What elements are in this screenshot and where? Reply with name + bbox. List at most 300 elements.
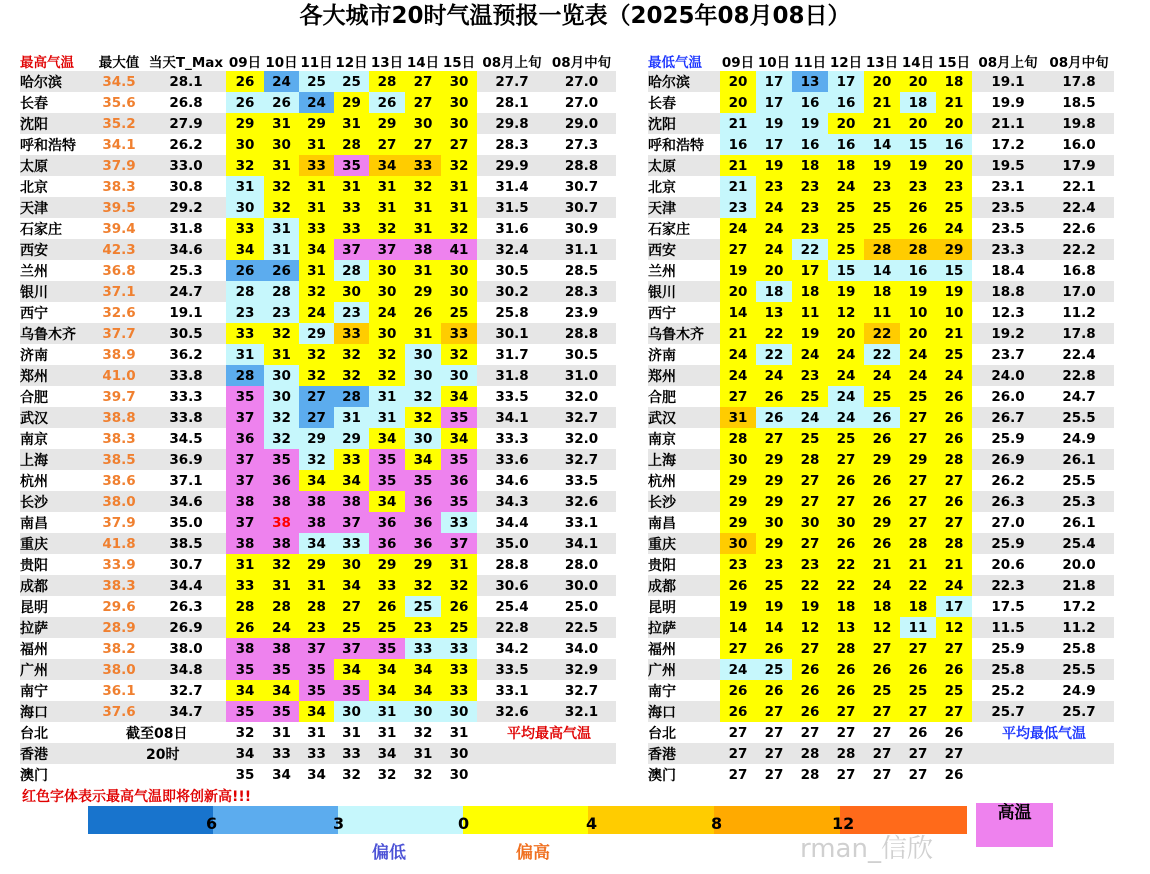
forecast-cell: 21 [720, 323, 756, 344]
forecast-cell: 34 [299, 701, 334, 722]
forecast-cell: 24 [756, 197, 792, 218]
forecast-cell: 35 [226, 701, 264, 722]
city-cell: 拉萨 [20, 617, 92, 638]
forecast-cell: 32 [226, 155, 264, 176]
forecast-cell: 31 [299, 197, 334, 218]
forecast-cell: 22 [864, 323, 900, 344]
city-cell: 天津 [20, 197, 92, 218]
early-month-avg-cell: 25.4 [477, 596, 547, 617]
mid-month-avg-cell: 30.7 [547, 197, 616, 218]
forecast-cell: 27 [936, 638, 972, 659]
forecast-cell: 38 [226, 638, 264, 659]
forecast-cell: 18 [756, 281, 792, 302]
table-row [20, 323, 616, 344]
early-month-avg-cell: 18.4 [972, 260, 1044, 281]
city-cell: 贵阳 [648, 554, 720, 575]
forecast-cell: 33 [334, 218, 369, 239]
forecast-cell: 33 [441, 680, 477, 701]
forecast-cell: 23 [792, 218, 828, 239]
forecast-cell: 27 [720, 239, 756, 260]
forecast-cell: 23 [900, 176, 936, 197]
mid-month-avg-cell: 25.0 [547, 596, 616, 617]
today-max-cell: 26.3 [146, 596, 226, 617]
table-row [20, 239, 616, 260]
table-row [648, 680, 1114, 701]
table-row [20, 197, 616, 218]
header-row [20, 50, 616, 71]
column-header: 08月上旬 [978, 54, 1038, 71]
forecast-cell: 19 [900, 281, 936, 302]
mid-month-avg-cell: 28.0 [547, 554, 616, 575]
city-cell: 银川 [20, 281, 92, 302]
early-month-avg-cell: 26.7 [972, 407, 1044, 428]
forecast-cell: 34 [441, 428, 477, 449]
forecast-cell: 34 [369, 680, 405, 701]
forecast-cell: 21 [720, 176, 756, 197]
forecast-cell: 27 [792, 470, 828, 491]
forecast-cell: 11 [900, 617, 936, 638]
forecast-cell: 19 [792, 596, 828, 617]
early-month-avg-cell: 34.3 [477, 491, 547, 512]
mid-month-avg-cell: 30.5 [547, 344, 616, 365]
forecast-cell: 30 [226, 197, 264, 218]
forecast-cell: 30 [405, 344, 441, 365]
forecast-cell: 18 [864, 596, 900, 617]
max-value-cell: 29.6 [92, 596, 146, 617]
max-value-cell: 38.3 [92, 575, 146, 596]
forecast-cell: 33 [334, 323, 369, 344]
legend-high-label: 偏高 [516, 843, 550, 863]
forecast-cell: 36 [405, 533, 441, 554]
early-month-avg-cell: 34.4 [477, 512, 547, 533]
forecast-cell: 21 [864, 92, 900, 113]
forecast-cell: 33 [405, 155, 441, 176]
forecast-cell: 29 [369, 554, 405, 575]
forecast-cell: 31 [264, 155, 299, 176]
forecast-cell: 36 [369, 533, 405, 554]
forecast-cell: 29 [720, 470, 756, 491]
today-max-cell: 30.5 [146, 323, 226, 344]
forecast-cell: 34 [405, 680, 441, 701]
forecast-cell: 30 [441, 113, 477, 134]
forecast-cell: 27 [936, 743, 972, 764]
legend-seg-5 [588, 806, 714, 834]
forecast-cell: 15 [828, 260, 864, 281]
mid-month-avg-cell: 32.7 [547, 449, 616, 470]
mid-month-avg-cell [547, 743, 616, 764]
forecast-cell: 28 [792, 743, 828, 764]
forecast-cell: 26 [264, 260, 299, 281]
forecast-cell: 19 [828, 281, 864, 302]
table-row [648, 71, 1114, 92]
forecast-cell: 29 [864, 512, 900, 533]
forecast-cell: 28 [334, 260, 369, 281]
forecast-cell: 33 [334, 743, 369, 764]
forecast-cell: 31 [299, 176, 334, 197]
mid-month-avg-cell: 32.7 [547, 680, 616, 701]
mid-month-avg-cell: 30.0 [547, 575, 616, 596]
table-row [648, 407, 1114, 428]
forecast-cell: 22 [864, 344, 900, 365]
forecast-cell: 34 [334, 575, 369, 596]
early-month-avg-cell: 23.5 [972, 218, 1044, 239]
watermark: rman_信欣 [800, 834, 933, 864]
forecast-cell: 17 [756, 92, 792, 113]
forecast-cell: 33 [264, 743, 299, 764]
max-value-cell: 34.5 [92, 71, 146, 92]
city-cell: 北京 [648, 176, 720, 197]
legend-hot-box [976, 803, 1053, 847]
mid-month-avg-cell: 25.5 [1044, 659, 1114, 680]
table-row [648, 323, 1114, 344]
max-value-cell: 36.1 [92, 680, 146, 701]
today-max-cell: 36.9 [146, 449, 226, 470]
forecast-cell: 32 [264, 323, 299, 344]
table-row [20, 575, 616, 596]
forecast-cell: 34 [264, 680, 299, 701]
early-month-avg-cell: 34.2 [477, 638, 547, 659]
table-row [20, 218, 616, 239]
forecast-cell: 35 [264, 659, 299, 680]
forecast-cell: 12 [828, 302, 864, 323]
forecast-cell: 34 [369, 743, 405, 764]
city-cell: 昆明 [648, 596, 720, 617]
today-max-cell: 34.6 [146, 239, 226, 260]
forecast-cell: 32 [441, 344, 477, 365]
forecast-cell: 32 [264, 176, 299, 197]
forecast-cell: 33 [405, 638, 441, 659]
forecast-cell: 26 [264, 92, 299, 113]
forecast-cell: 33 [441, 638, 477, 659]
forecast-cell: 36 [264, 470, 299, 491]
forecast-cell: 26 [756, 407, 792, 428]
city-cell: 北京 [20, 176, 92, 197]
forecast-cell: 34 [369, 491, 405, 512]
forecast-cell: 25 [369, 617, 405, 638]
forecast-cell: 18 [828, 596, 864, 617]
forecast-cell: 38 [264, 491, 299, 512]
forecast-cell: 27 [864, 701, 900, 722]
forecast-cell: 30 [720, 533, 756, 554]
forecast-cell: 20 [936, 113, 972, 134]
forecast-cell: 31 [405, 323, 441, 344]
forecast-cell: 17 [792, 260, 828, 281]
forecast-cell: 21 [936, 92, 972, 113]
city-cell: 南京 [648, 428, 720, 449]
forecast-cell: 24 [828, 365, 864, 386]
forecast-cell: 19 [756, 155, 792, 176]
forecast-cell: 22 [792, 575, 828, 596]
legend-tick: 0 [458, 814, 470, 833]
forecast-cell: 35 [441, 491, 477, 512]
forecast-cell: 24 [720, 659, 756, 680]
table-row [648, 197, 1114, 218]
column-header: 12日 [829, 54, 863, 71]
legend-tick: 4 [586, 814, 598, 833]
table-title-header: 最高气温 [20, 54, 74, 71]
table-row [20, 701, 616, 722]
city-cell: 合肥 [20, 386, 92, 407]
forecast-cell: 32 [264, 554, 299, 575]
city-cell: 南昌 [648, 512, 720, 533]
forecast-cell: 31 [264, 722, 299, 743]
forecast-cell: 30 [441, 764, 477, 785]
early-month-avg-cell: 34.1 [477, 407, 547, 428]
forecast-cell: 31 [299, 575, 334, 596]
forecast-cell: 26 [226, 92, 264, 113]
city-cell: 西安 [648, 239, 720, 260]
forecast-cell: 31 [299, 134, 334, 155]
forecast-cell: 17 [936, 596, 972, 617]
today-max-cell: 32.7 [146, 680, 226, 701]
page-title: 各大城市20时气温预报一览表（2025年08月08日） [299, 3, 851, 29]
early-month-avg-cell: 22.3 [972, 575, 1044, 596]
table-row [20, 260, 616, 281]
mid-month-avg-cell: 26.1 [1044, 449, 1114, 470]
forecast-cell: 27 [756, 743, 792, 764]
legend-seg-2 [213, 806, 338, 834]
today-max-cell: 26.8 [146, 92, 226, 113]
early-month-avg-cell: 33.3 [477, 428, 547, 449]
today-max-cell: 38.5 [146, 533, 226, 554]
forecast-cell: 25 [441, 302, 477, 323]
table-row [20, 344, 616, 365]
legend-tick: 12 [832, 814, 855, 833]
table-title-header: 最低气温 [648, 54, 702, 71]
forecast-cell: 23 [792, 197, 828, 218]
forecast-cell: 35 [369, 638, 405, 659]
city-cell: 成都 [20, 575, 92, 596]
forecast-cell: 25 [864, 197, 900, 218]
forecast-cell: 26 [405, 302, 441, 323]
table-row [20, 302, 616, 323]
forecast-cell: 28 [792, 449, 828, 470]
city-cell: 海口 [648, 701, 720, 722]
forecast-cell: 21 [720, 113, 756, 134]
forecast-cell: 35 [226, 386, 264, 407]
table-row [648, 491, 1114, 512]
forecast-cell: 24 [792, 407, 828, 428]
forecast-cell: 29 [936, 239, 972, 260]
city-cell: 台北 [648, 722, 720, 743]
table-row [20, 470, 616, 491]
forecast-cell: 20 [900, 323, 936, 344]
forecast-cell: 27 [900, 407, 936, 428]
max-value-cell: 28.9 [92, 617, 146, 638]
forecast-cell: 30 [369, 260, 405, 281]
legend-tick: 8 [711, 814, 723, 833]
forecast-cell: 23 [792, 176, 828, 197]
forecast-cell: 28 [226, 596, 264, 617]
table-row [648, 554, 1114, 575]
early-month-avg-cell: 19.9 [972, 92, 1044, 113]
table-row [648, 764, 1114, 785]
forecast-cell: 20 [756, 260, 792, 281]
forecast-cell: 31 [405, 218, 441, 239]
forecast-cell: 20 [720, 92, 756, 113]
max-value-cell: 35.6 [92, 92, 146, 113]
city-cell: 石家庄 [648, 218, 720, 239]
forecast-cell: 14 [720, 617, 756, 638]
forecast-cell: 26 [828, 680, 864, 701]
forecast-cell: 24 [936, 575, 972, 596]
early-month-avg-cell: 33.5 [477, 659, 547, 680]
table-row [20, 155, 616, 176]
forecast-cell: 31 [264, 239, 299, 260]
forecast-cell: 29 [405, 281, 441, 302]
table-row [648, 134, 1114, 155]
forecast-cell: 30 [405, 428, 441, 449]
legend-tick: 3 [333, 814, 345, 833]
forecast-cell: 24 [369, 302, 405, 323]
forecast-cell: 37 [441, 533, 477, 554]
forecast-cell: 34 [441, 386, 477, 407]
forecast-cell: 21 [936, 323, 972, 344]
forecast-cell: 30 [441, 365, 477, 386]
column-header: 08月中旬 [1049, 54, 1109, 71]
mid-month-avg-cell [1044, 743, 1114, 764]
mid-month-avg-cell: 25.8 [1044, 638, 1114, 659]
legend-low-label: 偏低 [372, 843, 406, 863]
forecast-cell: 31 [405, 197, 441, 218]
forecast-cell: 11 [864, 302, 900, 323]
forecast-cell: 28 [828, 743, 864, 764]
mid-month-avg-cell: 11.2 [1044, 617, 1114, 638]
mid-month-avg-cell: 23.9 [547, 302, 616, 323]
forecast-cell: 27 [441, 134, 477, 155]
forecast-cell: 31 [369, 701, 405, 722]
early-month-avg-cell: 31.5 [477, 197, 547, 218]
city-cell: 杭州 [648, 470, 720, 491]
early-month-avg-cell: 23.5 [972, 197, 1044, 218]
early-month-avg-cell: 31.4 [477, 176, 547, 197]
mid-month-avg-cell: 16.0 [1044, 134, 1114, 155]
mid-month-avg-cell: 19.8 [1044, 113, 1114, 134]
max-value-cell: 38.8 [92, 407, 146, 428]
forecast-cell: 28 [936, 449, 972, 470]
forecast-cell: 26 [792, 680, 828, 701]
forecast-cell: 33 [441, 323, 477, 344]
table-row [20, 365, 616, 386]
forecast-cell: 24 [828, 407, 864, 428]
forecast-cell: 29 [226, 113, 264, 134]
forecast-cell: 26 [226, 71, 264, 92]
today-max-cell: 33.3 [146, 386, 226, 407]
forecast-cell: 28 [226, 281, 264, 302]
forecast-cell: 28 [864, 239, 900, 260]
mid-month-avg-cell: 32.1 [547, 701, 616, 722]
forecast-cell: 32 [369, 344, 405, 365]
forecast-cell: 32 [405, 386, 441, 407]
table-row [20, 113, 616, 134]
forecast-cell: 32 [369, 764, 405, 785]
forecast-cell: 19 [936, 281, 972, 302]
forecast-cell: 26 [226, 617, 264, 638]
forecast-cell: 29 [405, 554, 441, 575]
forecast-cell: 14 [864, 134, 900, 155]
forecast-cell: 26 [936, 428, 972, 449]
forecast-cell: 27 [720, 386, 756, 407]
forecast-cell: 25 [756, 659, 792, 680]
forecast-cell: 32 [299, 365, 334, 386]
early-month-avg-cell: 29.8 [477, 113, 547, 134]
forecast-cell: 12 [936, 617, 972, 638]
max-value-cell: 37.6 [92, 701, 146, 722]
forecast-cell: 25 [792, 428, 828, 449]
forecast-cell: 27 [900, 428, 936, 449]
mid-month-avg-cell: 28.3 [547, 281, 616, 302]
forecast-cell: 31 [334, 176, 369, 197]
city-cell: 乌鲁木齐 [648, 323, 720, 344]
forecast-cell: 35 [441, 407, 477, 428]
forecast-cell: 23 [720, 554, 756, 575]
forecast-cell: 33 [226, 323, 264, 344]
max-value-cell: 38.3 [92, 428, 146, 449]
city-cell: 长春 [20, 92, 92, 113]
forecast-cell: 26 [936, 491, 972, 512]
forecast-cell: 32 [441, 218, 477, 239]
mid-month-avg-cell: 29.0 [547, 113, 616, 134]
forecast-cell: 20 [900, 71, 936, 92]
forecast-cell: 23 [334, 302, 369, 323]
early-month-avg-cell: 26.3 [972, 491, 1044, 512]
forecast-cell: 33 [226, 575, 264, 596]
city-cell: 郑州 [648, 365, 720, 386]
forecast-cell: 30 [334, 554, 369, 575]
table-row [648, 701, 1114, 722]
early-month-avg-cell: 25.9 [972, 638, 1044, 659]
column-header: 15日 [937, 54, 971, 71]
today-max-cell: 24.7 [146, 281, 226, 302]
max-value-cell: 38.0 [92, 659, 146, 680]
early-month-avg-cell: 20.6 [972, 554, 1044, 575]
forecast-cell: 30 [334, 281, 369, 302]
table-row [648, 575, 1114, 596]
forecast-cell: 27 [900, 512, 936, 533]
early-month-avg-cell [972, 764, 1044, 785]
table-row [648, 617, 1114, 638]
early-month-avg-cell: 17.5 [972, 596, 1044, 617]
forecast-cell: 28 [264, 281, 299, 302]
forecast-cell: 24 [756, 239, 792, 260]
forecast-cell: 12 [792, 617, 828, 638]
mid-month-avg-cell: 17.8 [1044, 71, 1114, 92]
city-cell: 杭州 [20, 470, 92, 491]
forecast-cell: 26 [369, 92, 405, 113]
forecast-cell: 26 [936, 659, 972, 680]
forecast-cell: 29 [720, 491, 756, 512]
city-cell: 南京 [20, 428, 92, 449]
forecast-cell: 26 [936, 722, 972, 743]
cutoff-note-line2: 20时 [146, 747, 180, 763]
forecast-cell: 25 [864, 680, 900, 701]
forecast-cell: 30 [405, 113, 441, 134]
forecast-cell: 19 [792, 113, 828, 134]
city-cell: 福州 [648, 638, 720, 659]
forecast-cell: 27 [828, 722, 864, 743]
forecast-cell: 30 [226, 134, 264, 155]
forecast-cell: 30 [828, 512, 864, 533]
early-month-avg-cell [477, 743, 547, 764]
max-value-cell: 41.8 [92, 533, 146, 554]
forecast-cell: 24 [900, 344, 936, 365]
forecast-cell: 33 [299, 743, 334, 764]
forecast-cell: 29 [334, 428, 369, 449]
mid-month-avg-cell: 25.4 [1044, 533, 1114, 554]
max-value-cell [92, 743, 146, 764]
forecast-cell: 31 [334, 113, 369, 134]
forecast-cell: 26 [864, 533, 900, 554]
